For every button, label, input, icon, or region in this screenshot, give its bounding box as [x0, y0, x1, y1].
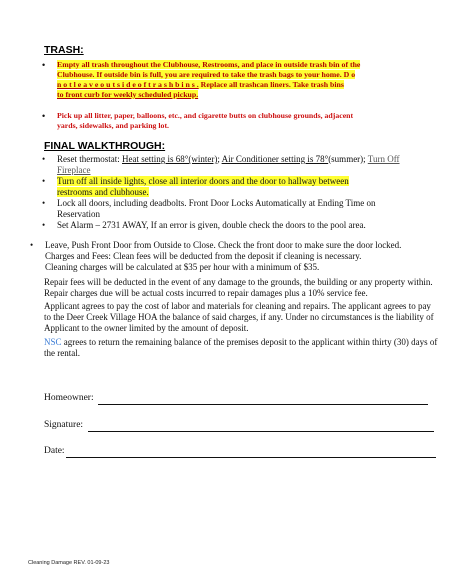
trash-item-line: yards, sidewalks, and parking lot.	[57, 121, 170, 130]
walkthrough-heading: FINAL WALKTHROUGH:	[44, 140, 166, 152]
trash-item-line: Clubhouse. If outside bin is full, you are required to take the trash bags to your home. D o	[57, 70, 356, 79]
trash-item-line: Replace all trashcan liners. Take trash bins	[198, 80, 344, 89]
homeowner-line[interactable]	[98, 404, 428, 405]
bullet-icon: •	[42, 111, 46, 121]
trash-item-line: n o t l e a v e o u t s i d e o f t r a s h b i n s .	[57, 80, 199, 89]
lights-line: Turn off all inside lights, close all interior doors and the door to hallway between	[57, 176, 349, 186]
separator: ;	[217, 154, 222, 164]
bullet-icon: •	[42, 176, 46, 186]
trash-item-line: to front curb for weekly scheduled pickup.	[57, 90, 199, 99]
thermostat-label: Reset thermostat:	[57, 154, 122, 164]
date-label: Date:	[44, 446, 65, 456]
trash-heading: TRASH:	[44, 44, 84, 56]
date-line[interactable]	[66, 457, 436, 458]
signature-label: Signature:	[44, 420, 84, 430]
lights-line: restrooms and clubhouse.	[57, 187, 149, 197]
trash-item-line: Empty all trash throughout the Clubhouse, Restrooms, and place in outside trash bin of the	[57, 60, 361, 69]
bullet-icon: •	[42, 198, 46, 208]
bullet-icon: •	[30, 240, 34, 250]
nsc-paragraph	[44, 337, 439, 359]
ac-setting: Air Conditioner setting is 78°	[221, 154, 329, 164]
signature-line[interactable]	[88, 431, 434, 432]
applicant-paragraph: Applicant agrees to pay the cost of labor and materials for cleaning and repairs. The applicant agrees to pay to the Deer Creek Village HOA the balance of said charges, if any. Under no circumstances is the liability of Applicant to the owner limited by the amount of deposit.	[44, 301, 434, 333]
bullet-icon: •	[42, 154, 46, 164]
heat-setting: Heat setting is 68°(winter)	[122, 154, 218, 164]
repair-paragraph: Repair fees will be deducted in the event of any damage to the grounds, the building or any property within. Repair charges due will be actual costs incurred to repair damages plus a 10% service fee.	[44, 277, 433, 298]
homeowner-label: Homeowner:	[44, 393, 94, 403]
charges-line: Cleaning charges will be calculated at $35 per hour with a minimum of $35.	[45, 262, 320, 272]
leave-line: Leave, Push Front Door from Outside to Close. Check the front door to make sure the door locked.	[45, 240, 402, 250]
bullet-icon: •	[42, 220, 46, 230]
alarm-line: Set Alarm – 2731 AWAY, If an error is given, double check the doors to the pool area.	[57, 220, 366, 230]
nsc-text: agrees to return the remaining balance of the premises deposit to the applicant within thirty (30) days of the rental.	[44, 337, 438, 358]
summer-note: (summer);	[328, 154, 368, 164]
fireplace-note: Turn Off	[367, 154, 400, 164]
locks-line: Reservation	[57, 209, 100, 219]
footer-revision: Cleaning Damage REV. 01-09-23	[28, 560, 110, 566]
bullet-icon: •	[42, 60, 46, 70]
locks-line: Lock all doors, including deadbolts. Front Door Locks Automatically at Ending Time on	[57, 198, 376, 208]
charges-line: Charges and Fees: Clean fees will be deducted from the deposit if cleaning is necessary.	[45, 251, 362, 261]
nsc-label: NSC	[44, 337, 62, 347]
trash-item-line: Pick up all litter, paper, balloons, etc., and cigarette butts on clubhouse grounds, adjacent	[57, 111, 354, 120]
fireplace-note: Fireplace	[57, 165, 91, 175]
